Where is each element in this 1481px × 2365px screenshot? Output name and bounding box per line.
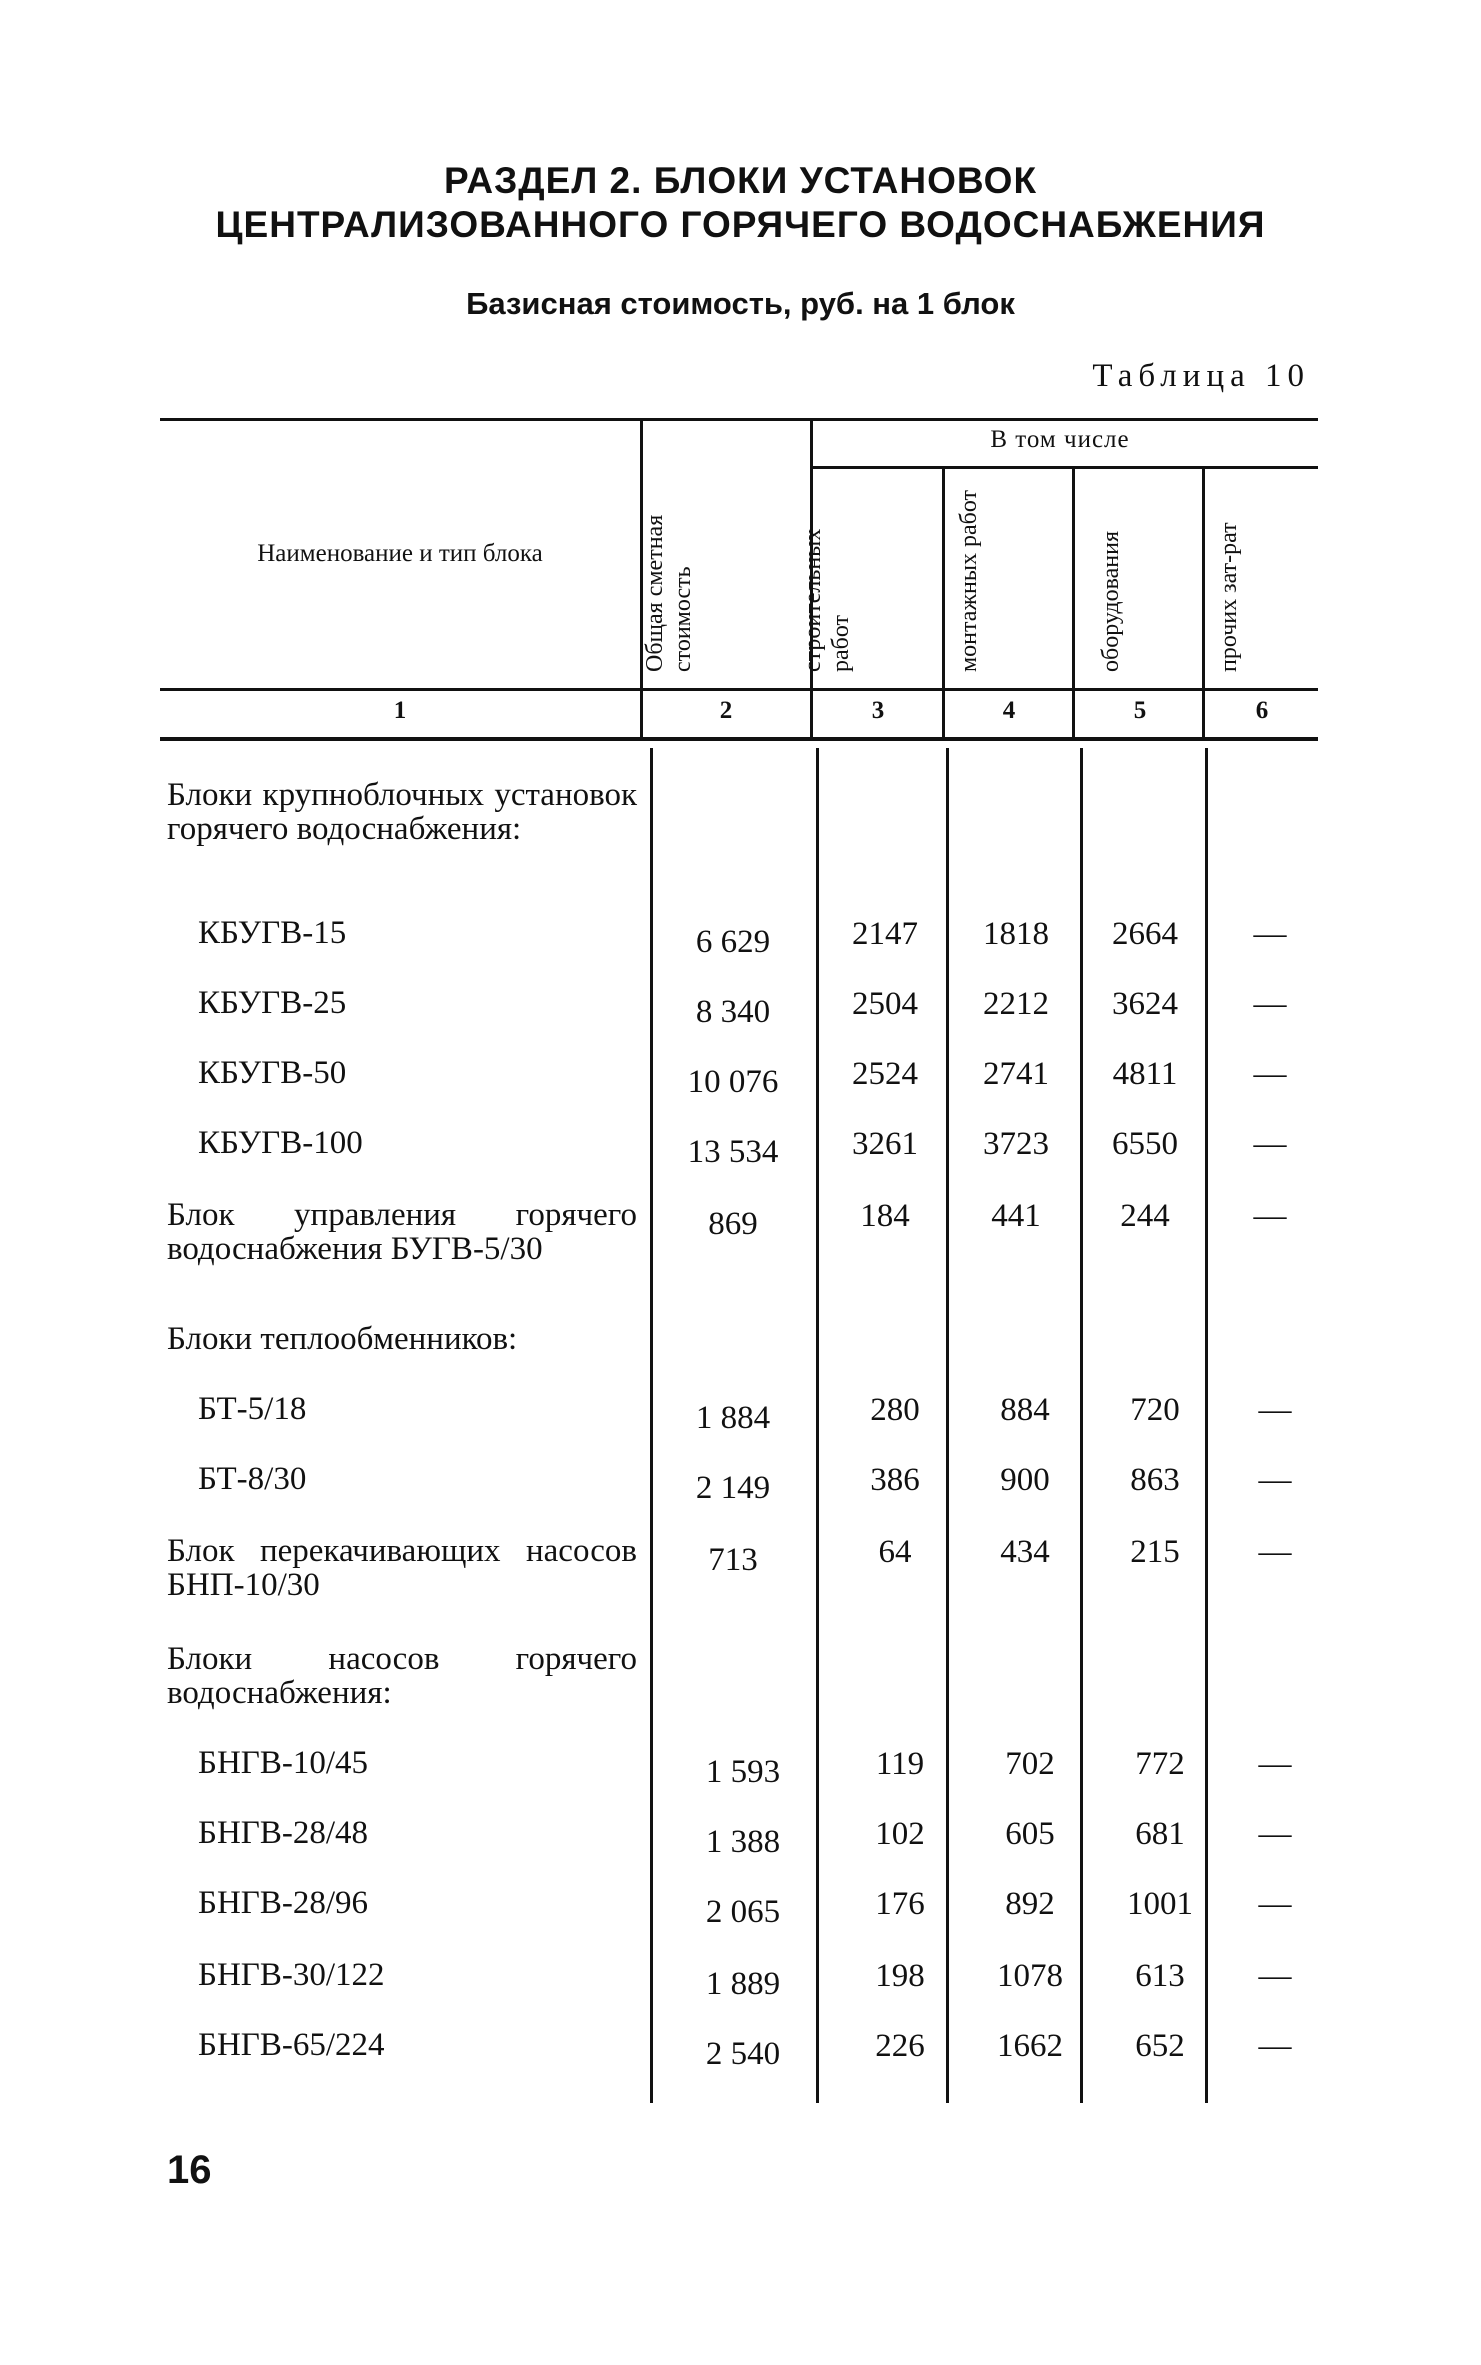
row-construction: 386	[870, 1462, 920, 1498]
body-col-divider-2	[816, 748, 819, 2103]
row-installation: 3723	[983, 1126, 1049, 1162]
table-label: Таблица 10	[1092, 358, 1310, 394]
subheader-rule	[812, 466, 1318, 469]
row-construction: 2504	[852, 986, 918, 1022]
colnum-3: 3	[871, 697, 885, 724]
row-installation: 1662	[997, 2028, 1063, 2064]
header-equipment: оборудования	[1098, 531, 1124, 672]
row-name: КБУГВ-25	[198, 985, 347, 1021]
row-construction: 2147	[852, 916, 918, 952]
row-name: КБУГВ-50	[198, 1055, 347, 1091]
row-equipment: 652	[1135, 2028, 1185, 2064]
subtitle: Базисная стоимость, руб. на 1 блок	[466, 286, 1015, 321]
row-equipment: 2664	[1112, 916, 1178, 952]
row-equipment: 1001	[1127, 1886, 1193, 1922]
header-name: Наименование и тип блока	[257, 540, 543, 567]
row-equipment: 4811	[1112, 1056, 1178, 1092]
row-equipment: 720	[1130, 1392, 1180, 1428]
row-name: БНГВ-28/48	[198, 1815, 369, 1851]
row-name: Блок управления горячего водоснабжения БУГВ-5/30	[167, 1197, 637, 1267]
col-divider-5	[1202, 468, 1205, 738]
col-divider-4	[1072, 468, 1075, 738]
row-equipment: 6550	[1112, 1126, 1178, 1162]
row-construction: 198	[875, 1958, 925, 1994]
colnum-4: 4	[1002, 697, 1016, 724]
row-other: —	[1258, 1534, 1292, 1570]
row-total: 10 076	[687, 1064, 779, 1100]
header-total: Общая сметная стоимость	[642, 514, 696, 672]
row-installation: 702	[1005, 1746, 1055, 1782]
row-total: 1 388	[705, 1824, 781, 1860]
row-installation: 434	[1000, 1534, 1050, 1570]
row-construction: 3261	[852, 1126, 918, 1162]
row-other: —	[1258, 2028, 1292, 2064]
row-total: 1 593	[705, 1754, 781, 1790]
row-installation: 605	[1005, 1816, 1055, 1852]
row-installation: 441	[991, 1198, 1041, 1234]
row-total: 6 629	[695, 924, 771, 960]
row-installation: 2741	[983, 1056, 1049, 1092]
row-total: 713	[708, 1542, 758, 1578]
page-number: 16	[167, 2148, 212, 2192]
row-equipment: 244	[1120, 1198, 1170, 1234]
table-top-rule	[160, 418, 1318, 421]
row-equipment: 613	[1135, 1958, 1185, 1994]
row-other: —	[1253, 1198, 1287, 1234]
row-installation: 1818	[983, 916, 1049, 952]
row-name: КБУГВ-15	[198, 915, 347, 951]
row-equipment: 3624	[1112, 986, 1178, 1022]
row-installation: 900	[1000, 1462, 1050, 1498]
row-construction: 176	[875, 1886, 925, 1922]
row-other: —	[1258, 1746, 1292, 1782]
row-total: 2 540	[705, 2036, 781, 2072]
row-name: БТ-5/18	[198, 1391, 307, 1427]
row-name: БНГВ-30/122	[198, 1957, 385, 1993]
section-title-line1: РАЗДЕЛ 2. БЛОКИ УСТАНОВОК	[443, 160, 1038, 201]
row-other: —	[1258, 1462, 1292, 1498]
row-total: 1 884	[695, 1400, 771, 1436]
header-installation: монтажных работ	[956, 489, 982, 672]
section-title-line2: ЦЕНТРАЛИЗОВАННОГО ГОРЯЧЕГО ВОДОСНАБЖЕНИЯ	[215, 204, 1266, 245]
row-construction: 226	[875, 2028, 925, 2064]
row-name: БНГВ-65/224	[198, 2027, 385, 2063]
row-equipment: 681	[1135, 1816, 1185, 1852]
row-total: 2 065	[705, 1894, 781, 1930]
row-other: —	[1258, 1958, 1292, 1994]
row-other: —	[1258, 1886, 1292, 1922]
row-total: 8 340	[695, 994, 771, 1030]
group-name: Блоки крупноблочных установок горячего водоснабжения:	[167, 777, 637, 847]
row-installation: 884	[1000, 1392, 1050, 1428]
row-equipment: 772	[1135, 1746, 1185, 1782]
row-total: 2 149	[695, 1470, 771, 1506]
row-other: —	[1253, 1056, 1287, 1092]
row-other: —	[1253, 986, 1287, 1022]
row-name: БНГВ-28/96	[198, 1885, 369, 1921]
row-other: —	[1253, 1126, 1287, 1162]
row-construction: 184	[860, 1198, 910, 1234]
row-construction: 119	[875, 1746, 925, 1782]
row-other: —	[1258, 1816, 1292, 1852]
row-construction: 2524	[852, 1056, 918, 1092]
row-equipment: 863	[1130, 1462, 1180, 1498]
row-name: БТ-8/30	[198, 1461, 307, 1497]
row-equipment: 215	[1130, 1534, 1180, 1570]
colnum-5: 5	[1133, 697, 1147, 724]
group-name: Блоки теплообменников:	[167, 1321, 518, 1357]
row-construction: 102	[875, 1816, 925, 1852]
header-other: прочих зат-рат	[1216, 522, 1242, 672]
colnum-1: 1	[393, 697, 407, 724]
row-name: БНГВ-10/45	[198, 1745, 369, 1781]
row-total: 1 889	[705, 1966, 781, 2002]
row-construction: 280	[870, 1392, 920, 1428]
colnum-bottom-rule	[160, 737, 1318, 741]
row-name: Блок перекачивающих насосов БНП-10/30	[167, 1533, 637, 1603]
colnum-2: 2	[719, 697, 733, 724]
row-installation: 892	[1005, 1886, 1055, 1922]
row-other: —	[1253, 916, 1287, 952]
header-including: В том числе	[990, 426, 1130, 453]
row-construction: 64	[878, 1534, 912, 1570]
row-total: 13 534	[687, 1134, 779, 1170]
header-construction: строительных работ	[800, 528, 854, 672]
group-name: Блоки насосов горячего водоснабжения:	[167, 1641, 637, 1711]
row-other: —	[1258, 1392, 1292, 1428]
col-divider-3	[942, 468, 945, 738]
row-name: КБУГВ-100	[198, 1125, 363, 1161]
row-installation: 2212	[983, 986, 1049, 1022]
colnum-6: 6	[1255, 697, 1269, 724]
header-bottom-rule	[160, 688, 1318, 691]
row-total: 869	[708, 1206, 758, 1242]
row-installation: 1078	[997, 1958, 1063, 1994]
